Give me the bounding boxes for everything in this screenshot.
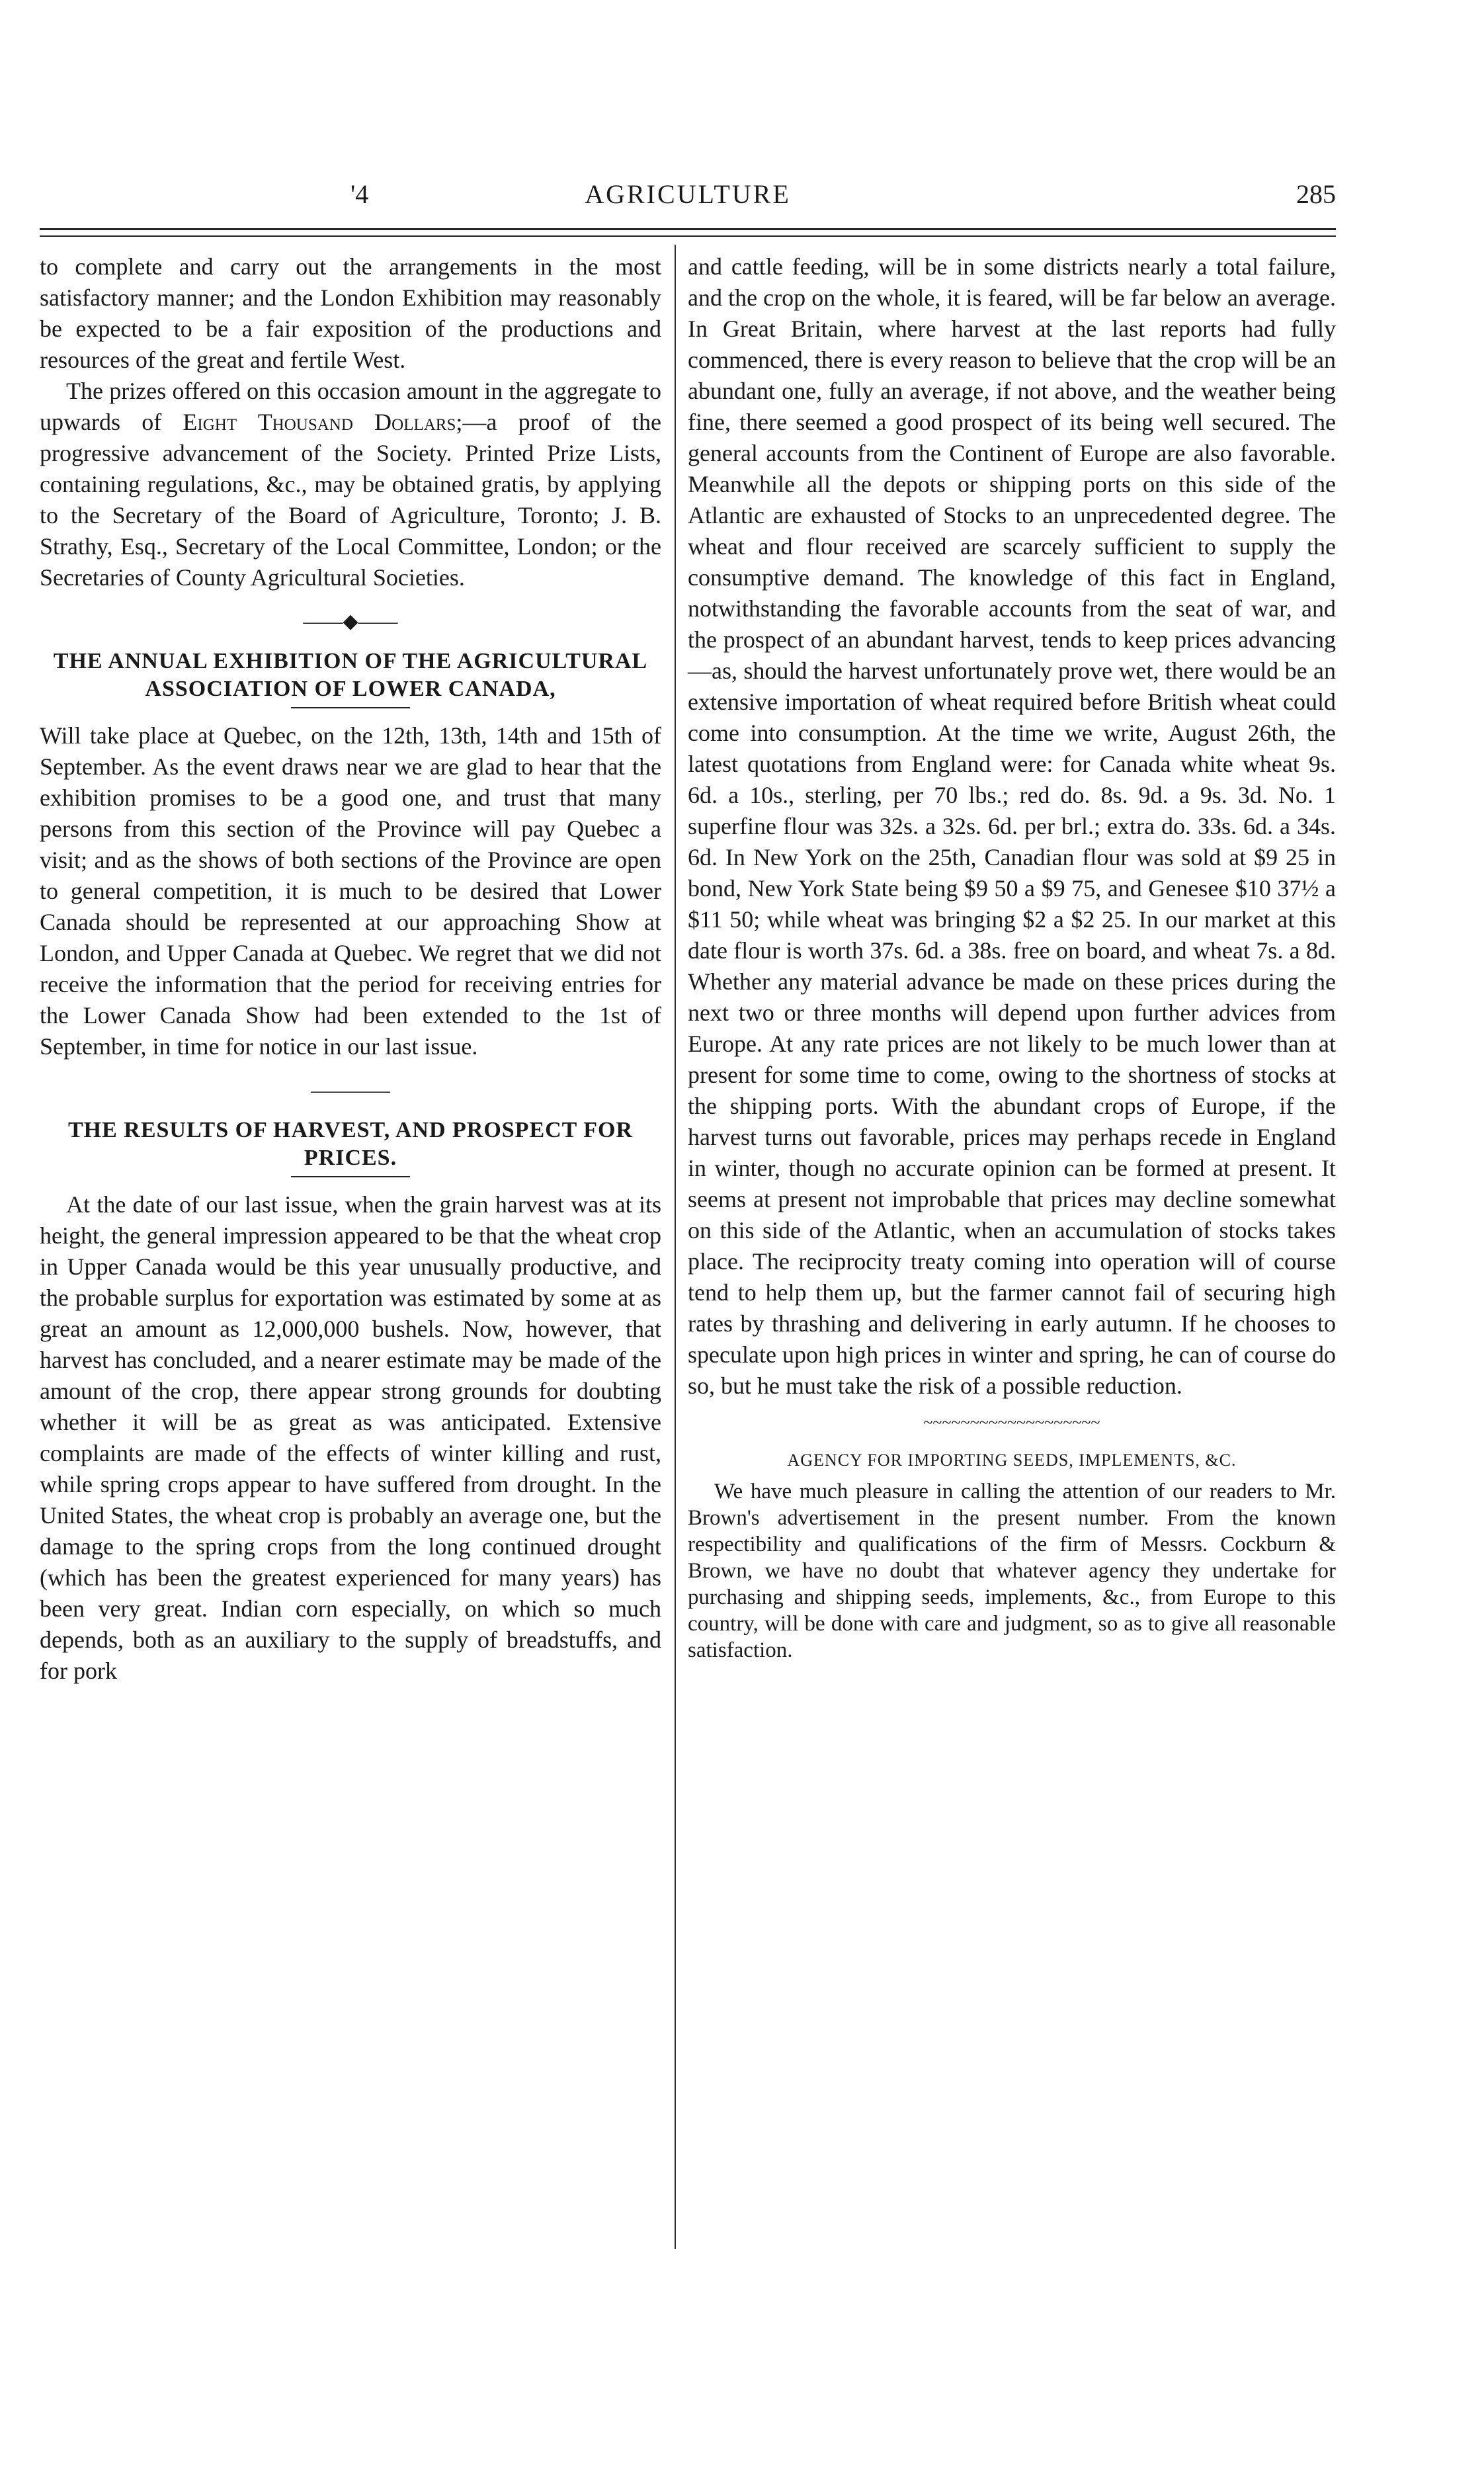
wavy-divider: ~~~~~~~~~~~~~~~~~~~ [923,1413,1100,1432]
column-divider [675,245,676,2249]
heading-lower-canada-exhibition: THE ANNUAL EXHIBITION OF THE AGRICULTURAL ASSOCIATION OF LOWER CANADA, [53,649,648,701]
left-paragraph-3: Will take place at Quebec, on the 12th, 13th, 14th and 15th of September. As the event draws near we are glad to hear that the exhibition promises to be a good one, and trust that many persons from this section of the Province will pay Quebec a visit; and as the shows of both sections of the Province are open to general competition, it is much to be desired that Lower Canada should be represented at our approaching Show at London, and Upper Canada at Quebec. We regret that we did not receive the information that the period for receiving entries for the Lower Canada Show had been extended to the 1st of September, in time for notice in our last issue. [40,722,661,1060]
heading-rule-1 [291,707,410,708]
left-paragraph-4: At the date of our last issue, when the grain harvest was at its height, the general impression appeared to be that the wheat crop in Upper Canada would be this year unusually productive, and the probable surplus for exportation was estimated by some at as great an amount as 12,000,000 bushels. Now, however, that harvest has concluded, and a nearer estimate may be made of the amount of the crop, there appear strong grounds for doubting whether it will be as great as was anticipated. Extensive complaints are made of the effects of winter killing and rust, while spring crops appear to have suffered from drought. In the United States, the wheat crop is probably an average one, but the damage to the spring crops from the long continued drought (which has been the greatest experienced for many years) has been very great. Indian corn especially, on which so much depends, both as an auxiliary to the supply of breadstuffs, and for pork [40,1191,661,1684]
page-number: 285 [1296,179,1336,209]
header-left-mark: '4 [350,179,369,209]
heading-harvest-results: THE RESULTS OF HARVEST, AND PROSPECT FOR PRICES. [67,1118,634,1170]
section-ornament-1: ——◆—— [303,611,398,632]
left-paragraph-2 [40,376,661,593]
prize-amount: Eight Thousand Dollars [183,409,456,435]
right-paragraph-1: and cattle feeding, will be in some districts nearly a total failure, and the crop on the whole, it is feared, will be far below an average. In Great Britain, where harvest at the last reports had fully commenced, there is every reason to believe that the crop will be an abundant one, fully an average, if not above, and the weather being fine, there seemed a good prospect of its being well secured. The general accounts from the Continent of Europe are also favorable. Meanwhile all the depots or shipping ports on this side of the Atlantic are exhausted of Stocks to an unprecedented degree. The wheat and flour received are scarcely sufficient to supply the consumptive demand. The knowledge of this fact in England, notwithstanding the favorable accounts from the seat of war, and the prospect of an abundant harvest, tends to keep prices advancing—as, should the harvest unfortunately prove wet, there would be an extensive importation of wheat required before British wheat could come into consumption. At the time we write, August 26th, the latest quotations from England were: for Canada white wheat 9s. 6d. a 10s., sterling, per 70 lbs.; red do. 8s. 9d. a 9s. 3d. No. 1 superfine flour was 32s. a 32s. 6d. per brl.; extra do. 33s. 6d. a 34s. 6d. In New York on the 25th, Canadian flour was sold at $9 25 in bond, New York State being $9 50 a $9 75, and Genesee $10 37½ a $11 50; while wheat was bringing $2 a $2 25. In our market at this date flour is worth 37s. 6d. a 38s. free on board, and wheat 7s. a 8d. Whether any material advance be made on these prices during the next two or three months will depend upon further advices from Europe. At any rate prices are not likely to be much lower than at present for some time to come, owing to the shortness of stocks at the shipping ports. With the abundant crops of Europe, if the harvest turns out favorable, prices may perhaps recede in England in winter, though no accurate opinion can be formed at present. It seems at present not improbable that prices may decline somewhat on this side of the Atlantic, when an accumulation of stocks takes place. The reciprocity treaty coming into operation will of course tend to help them up, but the farmer cannot fail of securing high rates by thrashing and delivering in early autumn. If he chooses to speculate upon high prices in winter and spring, he can of course do so, but he must take the risk of a possible reduction. [688,253,1336,1399]
right-column [688,251,1336,1664]
left-paragraph-2-a: The prizes offered on this occasion amount in the aggregate to upwards of [40,378,661,435]
heading-rule-2 [291,1176,410,1177]
header-title: AGRICULTURE [585,179,791,209]
section-ornament-2: ———— [311,1079,390,1101]
header-rule-bottom [40,235,1336,237]
right-paragraph-2: We have much pleasure in calling the attention of our readers to Mr. Brown's advertisement in the present number. From the known respectibility and qualifications of the firm of Messrs. Cockburn & Brown, we have no doubt that whatever agency they undertake for purchasing and shipping seeds, implements, &c., from Europe to this country, will be done with care and judgment, so as to give all reasonable satisfaction. [688,1480,1336,1662]
left-column [40,251,661,1687]
running-header [40,179,1336,218]
header-rule-top [40,228,1336,230]
heading-agency: AGENCY FOR IMPORTING SEEDS, IMPLEMENTS, &C. [787,1451,1237,1470]
left-paragraph-1: to complete and carry out the arrangements in the most satisfactory manner; and the London Exhibition may reasonably be expected to be a fair exposition of the productions and resources of the great and fertile West. [40,253,661,373]
left-paragraph-2-b: ;—a proof of the progressive advancement of the Society. Printed Prize Lists, containing regulations, &c., may be obtained gratis, by applying to the Secretary of the Board of Agriculture, Toronto; J. B. Strathy, Esq., Secretary of the Local Committee, London; or the Secretaries of County Agricultural Societies. [40,409,661,591]
